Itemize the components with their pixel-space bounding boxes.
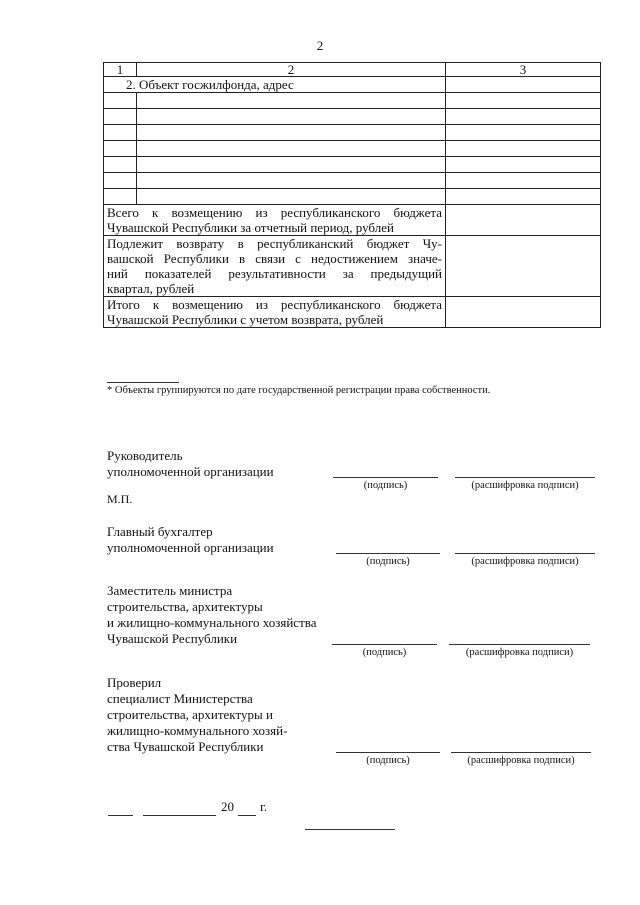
caption-signature: (подпись) [363, 480, 408, 491]
signatory-head: Руководитель уполномоченной организации [107, 448, 274, 479]
footnote: * Объекты группируются по дате государственной регистрации права собственности. [107, 385, 491, 396]
signatory-deputy-minister: Заместитель министра строительства, архитектуры и жилищно-коммунального хозяйства Чувашской Республики [107, 583, 317, 646]
table-row [104, 109, 601, 125]
signatory-accountant: Главный бухгалтер уполномоченной организации [107, 524, 274, 555]
section-row [104, 77, 601, 93]
footnote-divider [107, 382, 179, 383]
bottom-divider [305, 829, 395, 830]
date-month-line[interactable] [143, 815, 216, 816]
caption-name: (расшифровка подписи) [467, 755, 575, 766]
date-year-suffix: г. [260, 799, 268, 814]
table-row [104, 189, 601, 205]
final-total-row [104, 297, 601, 328]
table-row [104, 173, 601, 189]
table-row [104, 157, 601, 173]
column-header-1: 1 [104, 63, 137, 77]
caption-name: (расшифровка подписи) [471, 480, 579, 491]
stamp-label: М.П. [107, 492, 133, 506]
name-line-head[interactable] [455, 477, 595, 478]
section-value-cell [446, 77, 601, 93]
date-year-prefix: 20 [221, 799, 234, 814]
section-title: 2. Объект госжилфонда, адрес [104, 77, 446, 93]
signature-line-deputy-minister[interactable] [332, 644, 437, 645]
date-day-line[interactable] [108, 815, 133, 816]
return-row [104, 236, 601, 297]
signature-line-accountant[interactable] [336, 553, 440, 554]
caption-signature: (подпись) [366, 755, 410, 766]
column-header-3: 3 [446, 63, 601, 77]
total-reimbursement-label: Всего к возмещению из республиканского бюджета Чувашской Республики за отчетный период, рублей [104, 205, 446, 236]
caption-name: (расшифровка подписи) [465, 647, 574, 658]
table-row [104, 141, 601, 157]
name-line-accountant[interactable] [455, 553, 595, 554]
total-row [104, 205, 601, 236]
date-year-line[interactable] [238, 815, 256, 816]
caption-name: (расшифровка подписи) [471, 556, 579, 567]
final-total-label: Итого к возмещению из республиканского бюджета Чувашской Республики с учетом возврата, рублей [104, 297, 446, 328]
column-header-2: 2 [137, 63, 446, 77]
total-reimbursement-value [446, 205, 601, 236]
caption-signature: (подпись) [366, 556, 410, 567]
signature-line-specialist[interactable] [336, 752, 440, 753]
return-label: Подлежит возврату в республиканский бюджет Чу- вашской Республики в связи с недостижением значе- ний показателей результативности за предыдущий квартал, рублей [104, 236, 446, 297]
signature-line-head[interactable] [333, 477, 438, 478]
caption-signature: (подпись) [362, 647, 407, 658]
return-value [446, 236, 601, 297]
table-row [104, 125, 601, 141]
table-row [104, 93, 601, 109]
table-header-row [104, 63, 601, 77]
final-total-value [446, 297, 601, 328]
signatory-specialist: Проверил специалист Министерства строительства, архитектуры и жилищно-коммунального хозяй- ства Чувашской Республики [107, 675, 288, 754]
report-table [103, 62, 601, 328]
page-number: 2 [316, 38, 324, 53]
name-line-deputy-minister[interactable] [449, 644, 590, 645]
name-line-specialist[interactable] [451, 752, 591, 753]
